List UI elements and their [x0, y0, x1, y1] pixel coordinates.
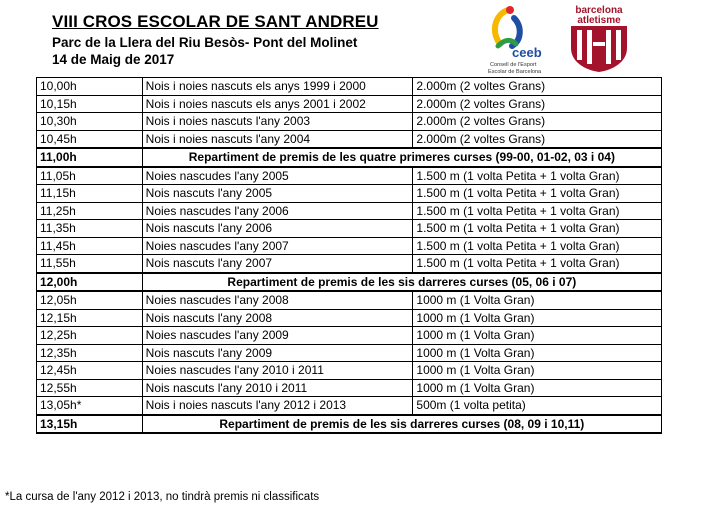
ceeb-logo-word: ceeb	[512, 45, 542, 60]
race-time: 11,25h	[37, 202, 143, 220]
race-time: 11,55h	[37, 255, 143, 273]
award-ceremony-row	[37, 415, 662, 434]
ba-logo-cross-bar	[593, 42, 605, 46]
ceeb-logo-line1: Consell de l'Esport	[490, 62, 537, 68]
race-category: Nois i noies nascuts l'any 2004	[142, 130, 413, 148]
race-time: 11,05h	[37, 167, 143, 185]
race-row	[37, 379, 662, 397]
race-distance: 1.500 m (1 volta Petita + 1 volta Gran)	[413, 185, 662, 203]
ba-logo-stripe	[616, 30, 621, 60]
event-title: VIII CROS ESCOLAR DE SANT ANDREU	[52, 12, 379, 31]
award-ceremony-text: Repartiment de premis de les quatre primeres curses (99-00, 01-02, 03 i 04)	[142, 148, 661, 167]
race-distance: 2.000m (2 voltes Grans)	[413, 130, 662, 148]
race-row	[37, 220, 662, 238]
race-time: 11,35h	[37, 220, 143, 238]
award-ceremony-row	[37, 148, 662, 167]
race-time: 12,35h	[37, 344, 143, 362]
race-distance: 1.500 m (1 volta Petita + 1 volta Gran)	[413, 167, 662, 185]
award-ceremony-row	[37, 273, 662, 292]
footnote: *La cursa de l'any 2012 i 2013, no tindrà premis ni classificats	[5, 491, 320, 503]
document-header	[52, 12, 379, 68]
ba-logo-stripe	[587, 30, 592, 64]
race-row	[37, 344, 662, 362]
race-row	[37, 130, 662, 148]
race-category: Noies nascudes l'any 2008	[142, 291, 413, 309]
race-time: 10,00h	[37, 78, 143, 96]
race-distance: 1.500 m (1 volta Petita + 1 volta Gran)	[413, 255, 662, 273]
ceeb-logo-red-dot	[506, 6, 514, 14]
race-row	[37, 113, 662, 131]
race-distance: 1000 m (1 Volta Gran)	[413, 309, 662, 327]
race-row	[37, 362, 662, 380]
race-category: Noies nascudes l'any 2009	[142, 327, 413, 345]
race-time: 11,15h	[37, 185, 143, 203]
race-row	[37, 202, 662, 220]
ceeb-logo-line2: Escolar de Barcelona	[488, 69, 542, 75]
race-distance: 1000 m (1 Volta Gran)	[413, 291, 662, 309]
race-row	[37, 255, 662, 273]
race-distance: 1.500 m (1 volta Petita + 1 volta Gran)	[413, 202, 662, 220]
ba-logo-stripe	[606, 30, 611, 64]
ba-logo-line2: atletisme	[577, 15, 621, 26]
race-row	[37, 95, 662, 113]
race-distance: 2.000m (2 voltes Grans)	[413, 78, 662, 96]
race-category: Noies nascudes l'any 2007	[142, 237, 413, 255]
race-category: Nois i noies nascuts l'any 2003	[142, 113, 413, 131]
race-time: 12,55h	[37, 379, 143, 397]
race-distance: 1000 m (1 Volta Gran)	[413, 379, 662, 397]
race-category: Nois nascuts l'any 2009	[142, 344, 413, 362]
award-ceremony-text: Repartiment de premis de les sis darreres curses (05, 06 i 07)	[142, 273, 661, 292]
race-time: 11,00h	[37, 148, 143, 167]
race-distance: 1000 m (1 Volta Gran)	[413, 327, 662, 345]
award-ceremony-text: Repartiment de premis de les sis darreres curses (08, 09 i 10,11)	[142, 415, 661, 434]
race-time: 13,05h*	[37, 397, 143, 415]
race-category: Nois i noies nascuts els anys 1999 i 2000	[142, 78, 413, 96]
ceeb-logo	[478, 0, 558, 76]
race-category: Noies nascudes l'any 2006	[142, 202, 413, 220]
event-location: Parc de la Llera del Riu Besòs- Pont del Molinet	[52, 35, 358, 50]
race-time: 12,15h	[37, 309, 143, 327]
race-distance: 500m (1 volta petita)	[413, 397, 662, 415]
race-category: Nois nascuts l'any 2006	[142, 220, 413, 238]
race-time: 12,25h	[37, 327, 143, 345]
race-category: Nois nascuts l'any 2005	[142, 185, 413, 203]
barcelona-atletisme-logo	[563, 2, 635, 74]
race-distance: 1000 m (1 Volta Gran)	[413, 362, 662, 380]
race-distance: 1000 m (1 Volta Gran)	[413, 344, 662, 362]
race-schedule-body	[37, 78, 662, 434]
race-time: 12,45h	[37, 362, 143, 380]
race-category: Nois nascuts l'any 2010 i 2011	[142, 379, 413, 397]
race-row	[37, 291, 662, 309]
race-time: 12,05h	[37, 291, 143, 309]
race-category: Noies nascudes l'any 2010 i 2011	[142, 362, 413, 380]
race-schedule-table	[36, 77, 662, 434]
race-category: Nois i noies nascuts els anys 2001 i 2002	[142, 95, 413, 113]
race-time: 10,45h	[37, 130, 143, 148]
race-row	[37, 397, 662, 415]
race-distance: 2.000m (2 voltes Grans)	[413, 95, 662, 113]
race-category: Noies nascudes l'any 2005	[142, 167, 413, 185]
race-distance: 1.500 m (1 volta Petita + 1 volta Gran)	[413, 237, 662, 255]
race-row	[37, 327, 662, 345]
race-time: 11,45h	[37, 237, 143, 255]
race-row	[37, 167, 662, 185]
race-time: 10,15h	[37, 95, 143, 113]
race-category: Nois i noies nascuts l'any 2012 i 2013	[142, 397, 413, 415]
race-time: 13,15h	[37, 415, 143, 434]
ba-logo-stripe	[577, 30, 582, 60]
event-date: 14 de Maig de 2017	[52, 52, 175, 67]
race-category: Nois nascuts l'any 2007	[142, 255, 413, 273]
race-time: 12,00h	[37, 273, 143, 292]
race-category: Nois nascuts l'any 2008	[142, 309, 413, 327]
race-row	[37, 237, 662, 255]
race-row	[37, 309, 662, 327]
race-row	[37, 78, 662, 96]
race-distance: 1.500 m (1 volta Petita + 1 volta Gran)	[413, 220, 662, 238]
race-distance: 2.000m (2 voltes Grans)	[413, 113, 662, 131]
ba-logo-line1: barcelona	[575, 5, 623, 16]
race-row	[37, 185, 662, 203]
race-time: 10,30h	[37, 113, 143, 131]
